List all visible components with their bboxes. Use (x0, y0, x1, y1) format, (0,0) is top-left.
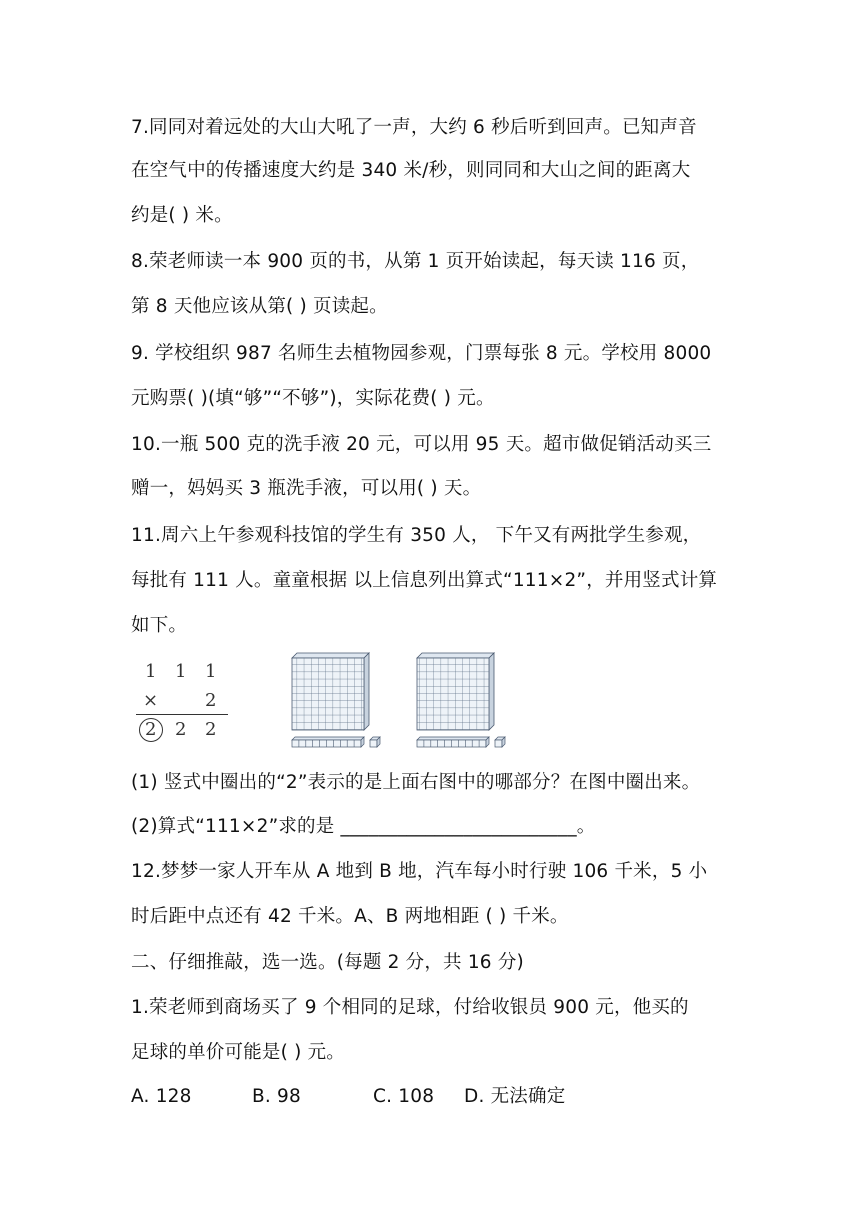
question-11-line-1: 11.周六上午参观科技馆的学生有 350 人， 下午又有两批学生参观， (131, 525, 702, 546)
question-10-line-2: 赠一，妈妈买 3 瓶洗手液，可以用( ) 天。 (131, 478, 482, 499)
unit-cube-2 (495, 737, 505, 747)
times-sign: × (143, 690, 159, 711)
question-11-line-2: 每批有 111 人。童童根据 以上信息列出算式“111×2”，并用竖式计算 (131, 570, 718, 591)
option-d: D. 无法确定 (464, 1086, 566, 1107)
ten-rod-1 (292, 737, 364, 747)
option-a: A. 128 (131, 1086, 192, 1107)
unit-cube-1 (370, 737, 380, 747)
question-7-line-2: 在空气中的传播速度大约是 340 米/秒，则同同和大山之间的距离大 (131, 160, 691, 181)
hundred-flat-2 (417, 653, 494, 730)
calc-digit: 2 (205, 690, 217, 711)
option-b: B. 98 (252, 1086, 301, 1107)
question-11-part-2: (2)算式“111×2”求的是 _________________________。 (131, 816, 596, 837)
base-ten-blocks-illustration (131, 650, 531, 760)
choice-question-1-line-1: 1.荣老师到商场买了 9 个相同的足球，付给收银员 900 元，他买的 (131, 997, 689, 1018)
choice-question-1-line-2: 足球的单价可能是( ) 元。 (131, 1042, 345, 1063)
question-11-line-3: 如下。 (131, 615, 188, 636)
hundred-flat-1 (292, 653, 369, 730)
question-12-line-1: 12.梦梦一家人开车从 A 地到 B 地，汽车每小时行驶 106 千米，5 小 (131, 861, 708, 882)
question-7-line-3: 约是( ) 米。 (131, 205, 233, 226)
question-9-line-2: 元购票( )(填“够”“不够”)，实际花费( ) 元。 (131, 388, 495, 409)
ten-rod-2 (417, 737, 489, 747)
calc-digit: 1 (145, 661, 157, 682)
calc-digit: 2 (205, 719, 217, 740)
calc-digit: 1 (175, 661, 187, 682)
calc-digit: 2 (175, 719, 187, 740)
question-12-line-2: 时后距中点还有 42 千米。A、B 两地相距 ( ) 千米。 (131, 906, 569, 927)
question-8-line-1: 8.荣老师读一本 900 页的书，从第 1 页开始读起，每天读 116 页， (131, 251, 700, 272)
question-9-line-1: 9. 学校组织 987 名师生去植物园参观，门票每张 8 元。学校用 8000 (131, 343, 712, 364)
question-11-figure (131, 650, 531, 760)
question-10-line-1: 10.一瓶 500 克的洗手液 20 元，可以用 95 天。超市做促销活动买三 (131, 434, 712, 455)
circled-digit: 2 (145, 719, 157, 740)
question-7-line-1: 7.同同对着远处的大山大吼了一声，大约 6 秒后听到回声。已知声音 (131, 117, 697, 138)
calc-digit: 1 (205, 661, 217, 682)
question-11-part-1: (1) 竖式中圈出的“2”表示的是上面右图中的哪部分？在图中圈出来。 (131, 772, 701, 793)
option-c: C. 108 (373, 1086, 435, 1107)
question-8-line-2: 第 8 天他应该从第( ) 页读起。 (131, 296, 388, 317)
section-2-heading: 二、仔细推敲，选一选。(每题 2 分，共 16 分) (131, 952, 524, 973)
